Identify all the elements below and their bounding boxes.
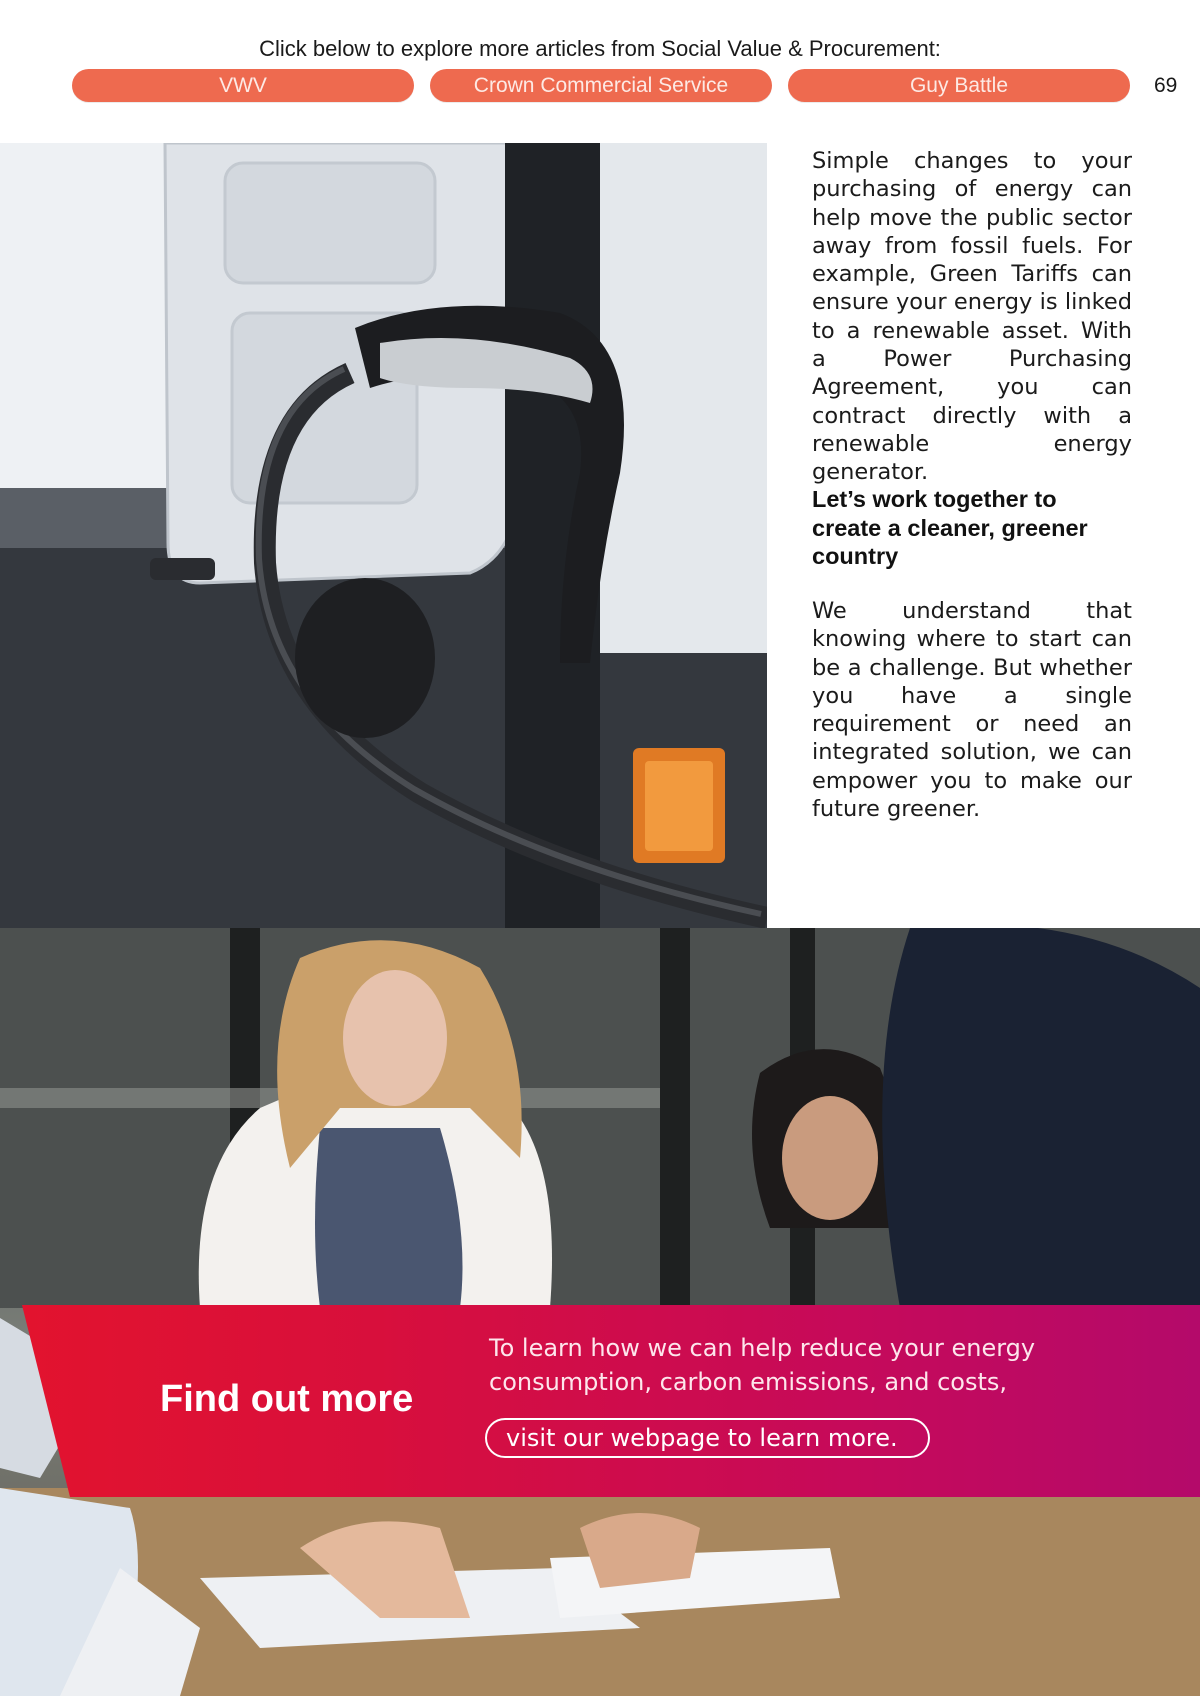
link-button-guy-battle[interactable]: Guy Battle <box>788 69 1130 102</box>
cta-title: Find out more <box>160 1378 414 1420</box>
visit-webpage-link[interactable]: visit our webpage to learn more. <box>485 1418 930 1458</box>
article-paragraph-2: We understand that knowing where to start can be a challenge. But whether you have a single requirement or need an integrated solution, we can empower you to make our future greener. <box>812 598 1132 823</box>
article-subheading: Let’s work together to create a cleaner, greener country <box>812 486 1088 569</box>
link-button-crown-commercial-service[interactable]: Crown Commercial Service <box>430 69 772 102</box>
link-button-vwv[interactable]: VWV <box>72 69 414 102</box>
article-paragraph-1: Simple changes to your purchasing of energy can help move the public sector away from fossil fuels. For example, Green Tariffs can ensure your energy is linked to a renewable asset. With a Power Purchasing Agreement, you can contract directly with a renewable energy generator. <box>812 148 1132 486</box>
articles-caption: Click below to explore more articles from Social Value & Procurement: <box>259 36 941 61</box>
ev-charger-photo <box>0 143 767 928</box>
page-number: 69 <box>1154 74 1178 97</box>
cta-text: To learn how we can help reduce your energy consumption, carbon emissions, and costs, <box>489 1334 1036 1396</box>
